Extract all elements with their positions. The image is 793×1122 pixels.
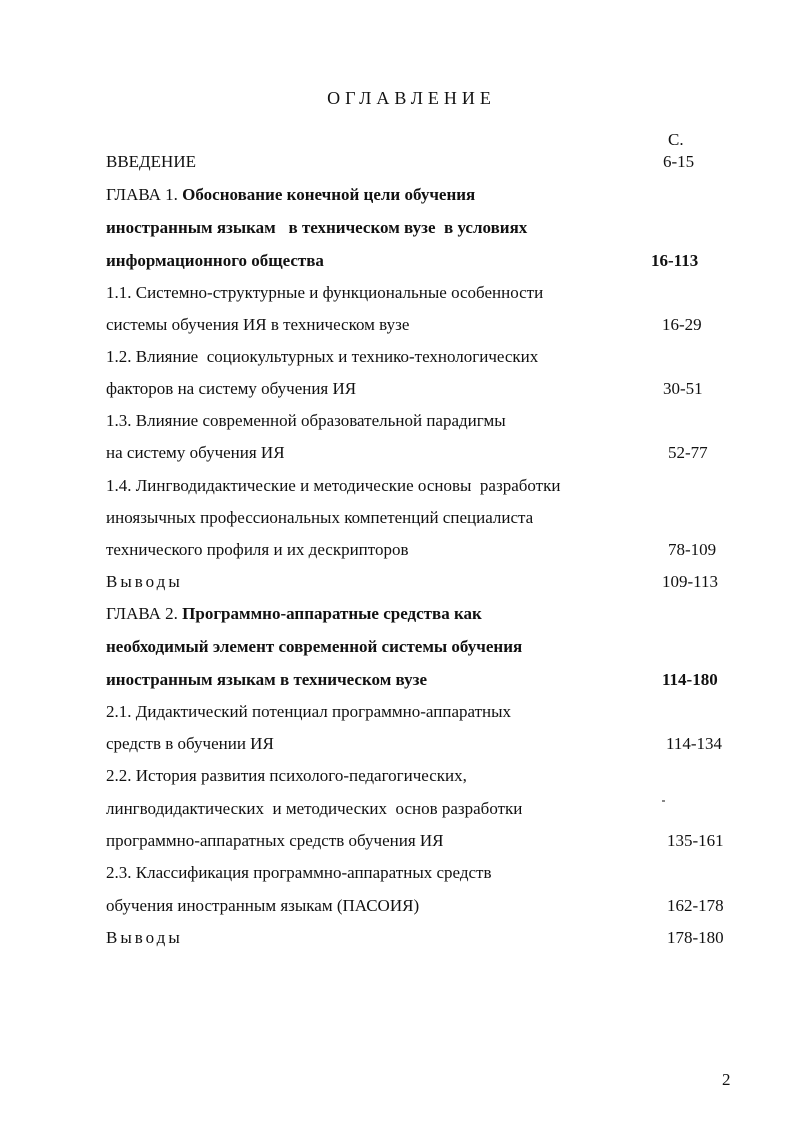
- toc-line: [106, 668, 736, 692]
- toc-line-text: Выводы: [106, 928, 183, 947]
- toc-line-text: лингводидактических и методических основ разработки: [106, 799, 523, 818]
- chapter-prefix: ГЛАВА 2.: [106, 604, 183, 623]
- toc-line-text: технического профиля и их дескрипторов: [106, 540, 409, 559]
- toc-line-text: Выводы: [106, 572, 183, 591]
- toc-line-text: иноязычных профессиональных компетенций специалиста: [106, 508, 534, 527]
- toc-line-pages: 162-178: [667, 896, 724, 915]
- toc-line-text: факторов на систему обучения ИЯ: [106, 379, 357, 398]
- toc-line: [106, 183, 736, 207]
- toc-line-pages: 6-15: [663, 152, 695, 171]
- toc-line-text: 1.4. Лингводидактические и методические основы разработки: [106, 476, 561, 495]
- toc-line: [106, 829, 736, 853]
- toc-line-text: иностранным языкам в техническом вузе: [106, 670, 428, 689]
- toc-line-text: информационного общества: [106, 251, 324, 270]
- toc-line: [106, 602, 736, 626]
- toc-line: [106, 797, 736, 821]
- toc-line-text: на систему обучения ИЯ: [106, 443, 285, 462]
- toc-line: [106, 150, 736, 174]
- chapter-prefix: ГЛАВА 1.: [106, 185, 183, 204]
- toc-line: [106, 926, 736, 950]
- toc-line-text: средств в обучении ИЯ: [106, 734, 274, 753]
- toc-line: [106, 313, 736, 337]
- toc-line-text: ВВЕДЕНИЕ: [106, 152, 196, 171]
- toc-line-pages: 78-109: [668, 540, 717, 559]
- toc-line: [106, 474, 736, 498]
- toc-line-pages: 114-134: [666, 734, 723, 753]
- toc-line-pages: 30-51: [663, 379, 703, 398]
- toc-line: [106, 377, 736, 401]
- toc-line: [106, 635, 736, 659]
- toc-line: [106, 506, 736, 530]
- toc-line: [106, 861, 736, 885]
- toc-line-text: Программно-аппаратные средства как: [182, 604, 482, 623]
- toc-line-text: обучения иностранным языкам (ПАСОИЯ): [106, 896, 420, 915]
- toc-line-text: 2.3. Классификация программно-аппаратных средств: [106, 863, 492, 882]
- toc-line-text: программно-аппаратных средств обучения ИЯ: [106, 831, 444, 850]
- toc-line-pages: 114-180: [662, 670, 718, 689]
- toc-line: [106, 409, 736, 433]
- scan-speck: [662, 800, 665, 802]
- toc-line-text: необходимый элемент современной системы обучения: [106, 637, 523, 656]
- toc-line: [106, 894, 736, 918]
- toc-line-text: системы обучения ИЯ в техническом вузе: [106, 315, 410, 334]
- toc-line-pages: 135-161: [667, 831, 724, 850]
- toc-heading: ОГЛАВЛЕНИЕ: [327, 88, 496, 108]
- toc-line: [106, 249, 736, 273]
- toc-line-pages: 178-180: [667, 928, 724, 947]
- toc-line-pages: 109-113: [662, 572, 719, 591]
- toc-line-text: 2.2. История развития психолого-педагогических,: [106, 766, 467, 785]
- toc-line: [106, 700, 736, 724]
- toc-line-text: 1.3. Влияние современной образовательной парадигмы: [106, 411, 506, 430]
- toc-line: [106, 441, 736, 465]
- toc-line-pages: 16-29: [662, 315, 702, 334]
- page-number: 2: [722, 1070, 731, 1089]
- page-column-label: С.: [668, 130, 684, 149]
- toc-line: [106, 538, 736, 562]
- toc-line: [106, 732, 736, 756]
- toc-line: [106, 345, 736, 369]
- toc-line-text: Обоснование конечной цели обучения: [182, 185, 476, 204]
- toc-line-pages: 52-77: [668, 443, 708, 462]
- toc-line: [106, 281, 736, 305]
- toc-line: [106, 570, 736, 594]
- toc-line: [106, 764, 736, 788]
- toc-line-text: иностранным языкам в техническом вузе в условиях: [106, 218, 528, 237]
- toc-line-text: 1.2. Влияние социокультурных и технико-технологических: [106, 347, 539, 366]
- toc-line-text: 1.1. Системно-структурные и функциональные особенности: [106, 283, 544, 302]
- toc-line-text: 2.1. Дидактический потенциал программно-аппаратных: [106, 702, 512, 721]
- toc-line: [106, 216, 736, 240]
- toc-line-pages: 16-113: [651, 251, 699, 270]
